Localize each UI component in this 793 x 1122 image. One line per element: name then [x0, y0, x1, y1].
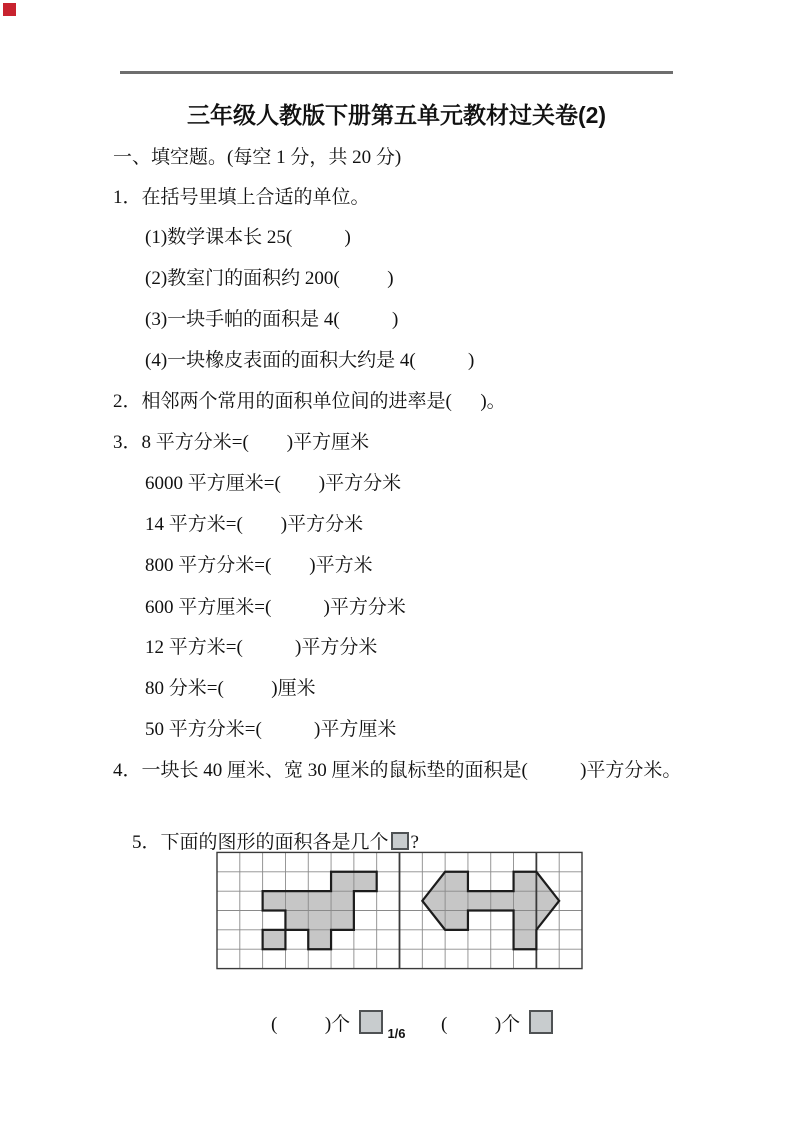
- question-5-mark: ?: [410, 832, 419, 853]
- text-line-q1-2: (2)教室门的面积约 200( ): [145, 268, 394, 289]
- header-divider-rule: [120, 71, 673, 74]
- text-line-q4: 4．一块长 40 厘米、宽 30 厘米的鼠标垫的面积是( )平方分米。: [113, 760, 682, 781]
- unit-square-icon: [391, 832, 409, 850]
- left-polyomino-extra-fill: [263, 930, 286, 949]
- text-line-q3-g: 80 分米=( )厘米: [145, 678, 316, 699]
- text-line-q3-b: 6000 平方厘米=( )平方分米: [145, 473, 402, 494]
- answer-blank-left: [252, 984, 383, 1058]
- text-line-q3-f: 12 平方米=( )平方分米: [145, 637, 378, 658]
- answer-blank-left-label: ( )个: [271, 1014, 351, 1035]
- text-line-q3-a: 3．8 平方分米=( )平方厘米: [113, 432, 370, 453]
- text-line-q3-d: 800 平方分米=( )平方米: [145, 555, 373, 576]
- page-title: 三年级人教版下册第五单元教材过关卷(2): [186, 102, 607, 128]
- page-number: 1/6: [387, 1026, 406, 1041]
- text-line-q1: 1．在括号里填上合适的单位。: [113, 187, 370, 208]
- text-line-q1-3: (3)一块手帕的面积是 4( ): [145, 309, 399, 330]
- question-5-text: 5．下面的图形的面积各是几个: [132, 832, 389, 853]
- text-line-q3-c: 14 平方米=( )平方分米: [145, 514, 364, 535]
- answer-blank-right: [422, 984, 553, 1058]
- text-line-q3-e: 600 平方厘米=( )平方分米: [145, 597, 406, 618]
- red-corner-mark: [3, 3, 16, 16]
- grid-figure: [216, 851, 583, 970]
- text-line-q1-1: (1)数学课本长 25( ): [145, 227, 351, 248]
- text-line-q1-4: (4)一块橡皮表面的面积大约是 4( ): [145, 350, 475, 371]
- text-line-q3-h: 50 平方分米=( )平方厘米: [145, 719, 397, 740]
- answer-blank-right-label: ( )个: [441, 1014, 521, 1035]
- text-line-section-1-heading: 一、填空题。(每空 1 分，共 20 分): [113, 147, 402, 168]
- text-line-q2: 2．相邻两个常用的面积单位间的进率是( )。: [113, 391, 506, 412]
